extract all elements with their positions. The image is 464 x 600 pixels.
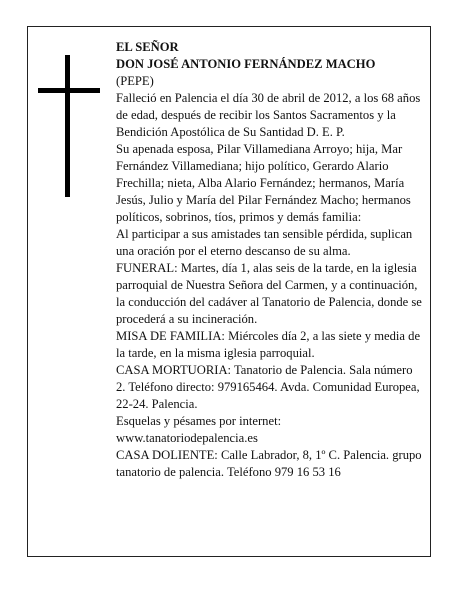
paragraph-mortuary: CASA MORTUORIA: Tanatorio de Palencia. Sala número 2. Teléfono directo: 979165464. Avda. Comunidad Europea, 22-24. Palencia.: [116, 363, 420, 411]
paragraph-death: Falleció en Palencia el día 30 de abril de 2012, a los 68 años de edad, después de recibir los Santos Sacramentos y la Bendición Apostólica de Su Santidad D. E. P.: [116, 91, 421, 139]
cross-icon: [38, 55, 100, 197]
nickname: (PEPE): [116, 74, 154, 88]
paragraph-family: Su apenada esposa, Pilar Villamediana Arroyo; hija, Mar Fernández Villamediana; hijo político, Gerardo Alario Frechilla; nieta, Alba Alario Fernández; hermanos, María Jesús, Julio y María del Pilar Fernández Macho; hermanos políticos, sobrinos, tíos, primos y demás familia:: [116, 142, 411, 224]
paragraph-funeral: FUNERAL: Martes, día 1, alas seis de la tarde, en la iglesia parroquial de Nuestra Señora del Carmen, y a continuación, la conducción del cadáver al Tanatorio de Palencia, donde se procederá a su incineración.: [116, 261, 422, 326]
obituary-text: [116, 39, 422, 481]
paragraph-home: CASA DOLIENTE: Calle Labrador, 8, 1º C. Palencia. grupo tanatorio de palencia. Teléfono 979 16 53 16: [116, 448, 422, 479]
deceased-name: DON JOSÉ ANTONIO FERNÁNDEZ MACHO: [116, 57, 376, 71]
title-line-1: EL SEÑOR: [116, 40, 179, 54]
paragraph-internet: Esquelas y pésames por internet: www.tanatoriodepalencia.es: [116, 414, 282, 445]
paragraph-request: Al participar a sus amistades tan sensible pérdida, suplican una oración por el eterno descanso de su alma.: [116, 227, 413, 258]
paragraph-family-mass: MISA DE FAMILIA: Miércoles día 2, a las siete y media de la tarde, en la misma iglesia parroquial.: [116, 329, 421, 360]
